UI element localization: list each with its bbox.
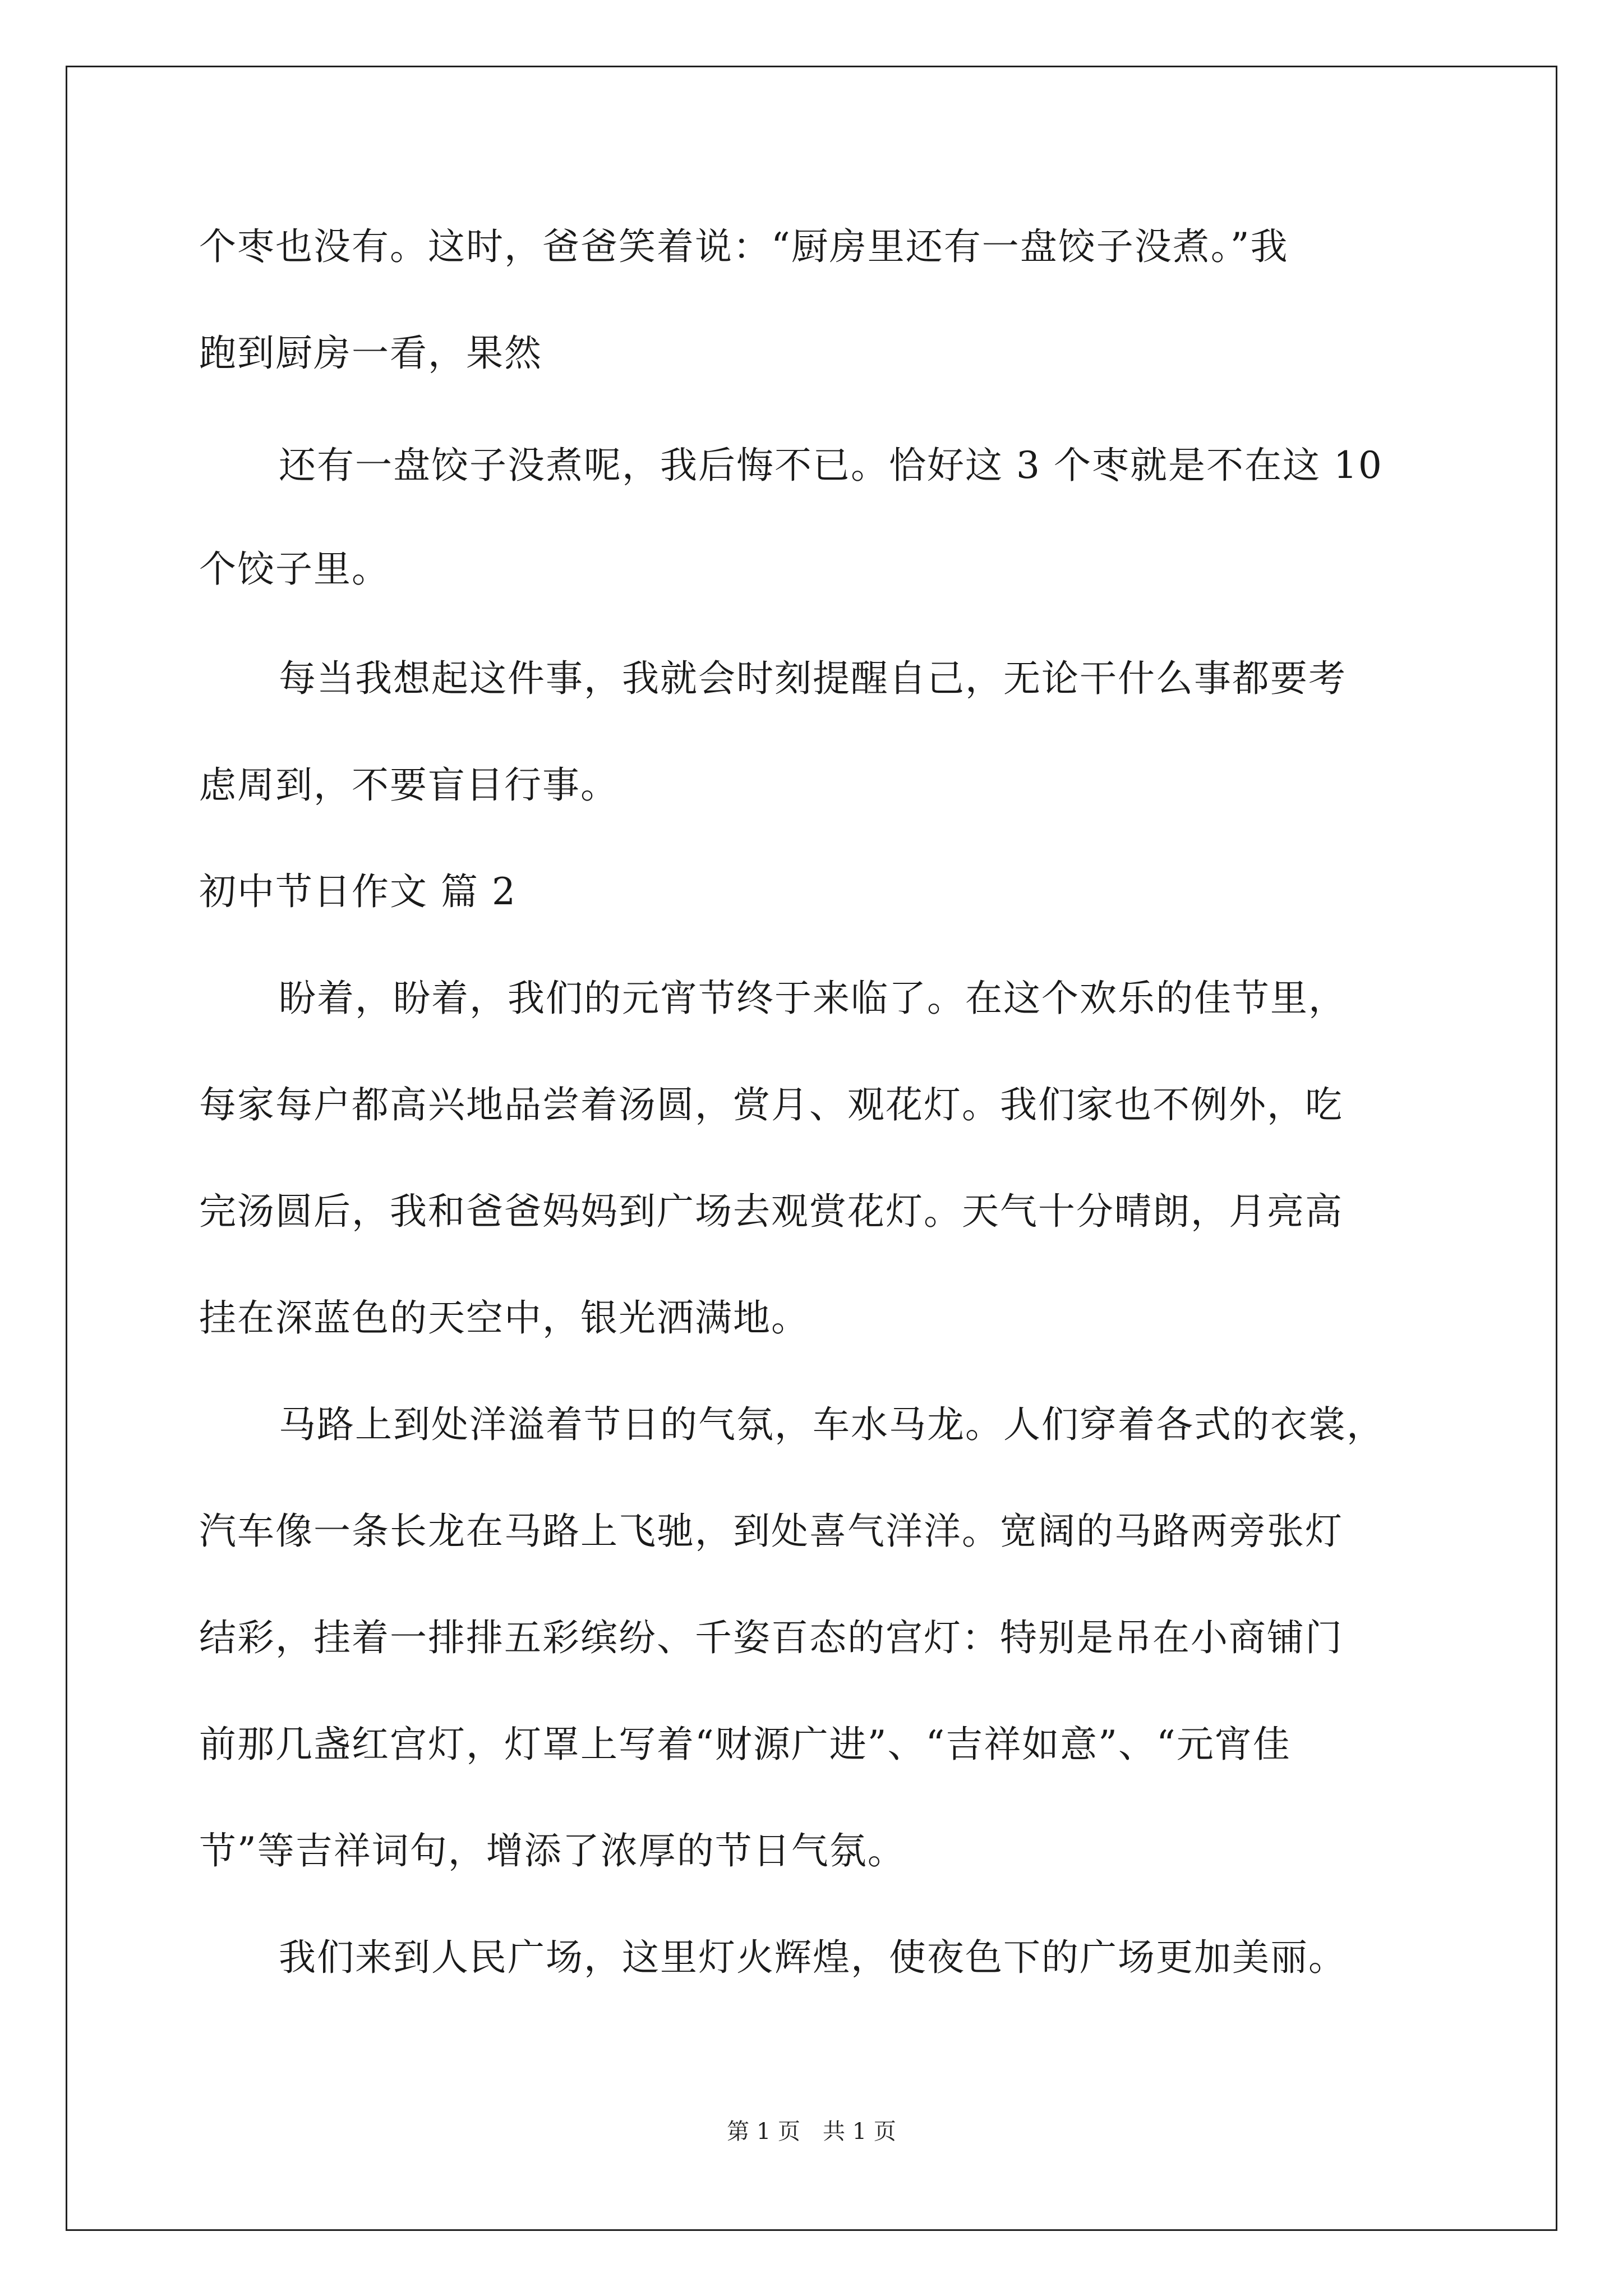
paragraph-start-line: 每当我想起这件事，我就会时刻提醒自己，无论干什么事都要考 [279,657,1347,700]
text-line: 节”等吉祥词句，增添了浓厚的节日气氛。 [199,1829,906,1872]
text-line: 个枣也没有。这时，爸爸笑着说：“厨房里还有一盘饺子没煮。”我 [199,225,1289,268]
text-line: 虑周到，不要盲目行事。 [199,763,619,807]
paragraph-start-line: 还有一盘饺子没煮呢，我后悔不已。恰好这 3 个枣就是不在这 10 [279,444,1383,487]
text-line: 跑到厨房一看，果然 [199,332,542,375]
text-line: 结彩，挂着一排排五彩缤纷、千姿百态的宫灯：特别是吊在小商铺门 [199,1616,1343,1659]
paragraph-start-line: 马路上到处洋溢着节日的气氛，车水马龙。人们穿着各式的衣裳， [279,1403,1385,1446]
text-line: 挂在深蓝色的天空中，银光洒满地。 [199,1296,809,1340]
text-line: 汽车像一条长龙在马路上飞驰，到处喜气洋洋。宽阔的马路两旁张灯 [199,1510,1343,1553]
text-line: 每家每户都高兴地品尝着汤圆，赏月、观花灯。我们家也不例外，吃 [199,1083,1343,1126]
paragraph-start-line: 盼着，盼着，我们的元宵节终于来临了。在这个欢乐的佳节里， [279,977,1347,1020]
paragraph-start-line: 我们来到人民广场，这里灯火辉煌，使夜色下的广场更加美丽。 [279,1936,1347,1979]
text-line: 完汤圆后，我和爸爸妈妈到广场去观赏花灯。天气十分晴朗，月亮高 [199,1190,1343,1233]
page-border [66,66,1557,2231]
page-number-footer: 第 1 页 共 1 页 [727,2119,896,2145]
text-line: 个饺子里。 [199,547,390,591]
text-line: 前那几盏红宫灯，灯罩上写着“财源广进”、“吉祥如意”、“元宵佳 [199,1723,1291,1766]
section-heading: 初中节日作文 篇 2 [199,870,517,913]
